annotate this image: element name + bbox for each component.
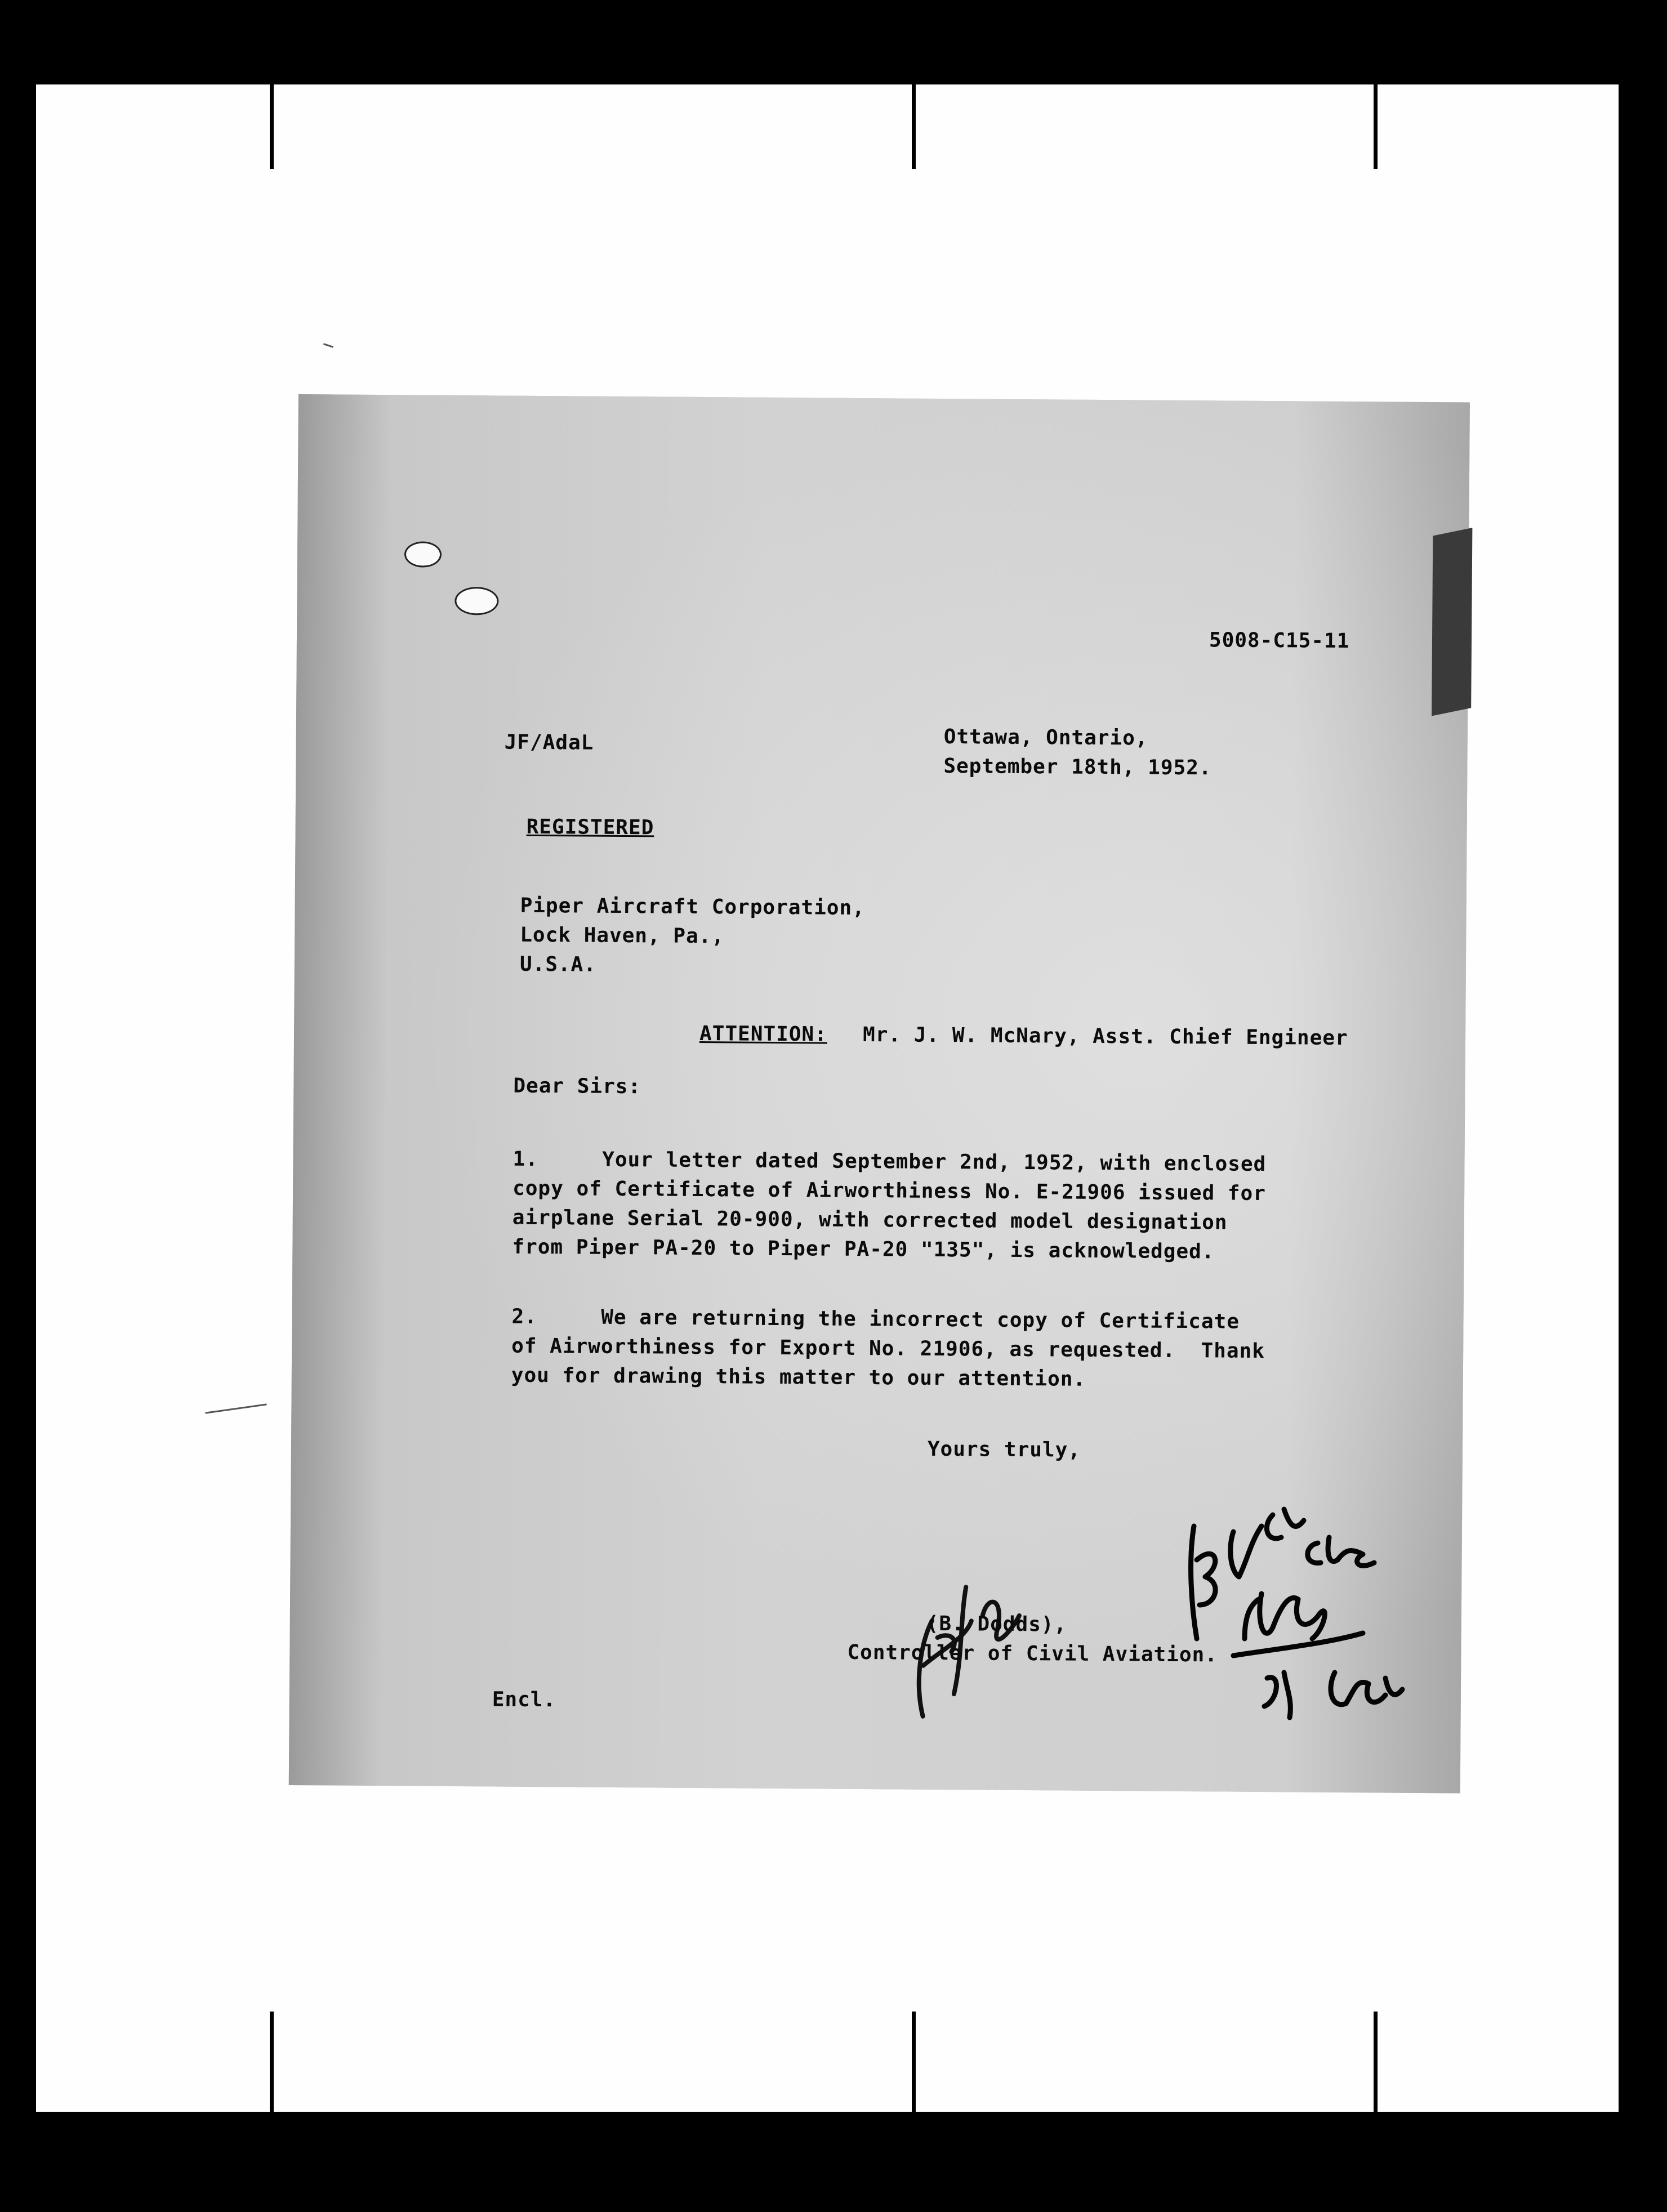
frame-tick: [270, 2012, 274, 2112]
paragraph-1-line: airplane Serial 20-900, with corrected model designation: [512, 1206, 1228, 1234]
handwritten-annotations: [1183, 1492, 1442, 1729]
file-reference: 5008-C15-11: [1209, 628, 1350, 653]
folded-corner: [1432, 528, 1472, 716]
frame-tick: [270, 84, 274, 169]
paragraph-1-line: from Piper PA-20 to Piper PA-20 "135", is acknowledged.: [512, 1235, 1215, 1264]
address-line: Lock Haven, Pa.,: [520, 923, 725, 948]
punch-hole: [404, 541, 442, 567]
frame-tick: [1374, 2012, 1378, 2112]
signer-name: (B. Dodds),: [926, 1612, 1067, 1636]
attention-recipient: Mr. J. W. McNary, Asst. Chief Engineer: [862, 1023, 1348, 1050]
scan-mark: [205, 1403, 266, 1413]
typist-initials: JF/AdaL: [504, 730, 594, 755]
letter-place: Ottawa, Ontario,: [943, 725, 1148, 750]
paragraph-1-line: copy of Certificate of Airworthiness No. E-21906 issued for: [512, 1176, 1267, 1206]
attention-label: ATTENTION:: [699, 1022, 827, 1046]
closing: Yours truly,: [927, 1437, 1081, 1462]
address-line: U.S.A.: [519, 952, 597, 976]
frame-tick: [1374, 84, 1378, 169]
enclosure-note: Encl.: [492, 1688, 556, 1712]
signer-title: Controller of Civil Aviation.: [847, 1640, 1218, 1667]
paragraph-2-line: of Airworthiness for Export No. 21906, as requested. Thank: [511, 1334, 1265, 1363]
paragraph-1-line: 1. Your letter dated September 2nd, 1952, with enclosed: [512, 1147, 1267, 1176]
salutation: Dear Sirs:: [513, 1074, 641, 1099]
scan-mark: [323, 343, 333, 347]
punch-hole: [454, 587, 498, 616]
paragraph-2-line: 2. We are returning the incorrect copy of Certificate: [511, 1305, 1240, 1334]
address-line: Piper Aircraft Corporation,: [520, 894, 865, 920]
registered-label: REGISTERED: [526, 815, 654, 840]
frame-tick: [912, 84, 916, 169]
letter-date: September 18th, 1952.: [943, 755, 1212, 780]
frame-tick: [912, 2012, 916, 2112]
paragraph-2-line: you for drawing this matter to our attention.: [511, 1363, 1086, 1391]
